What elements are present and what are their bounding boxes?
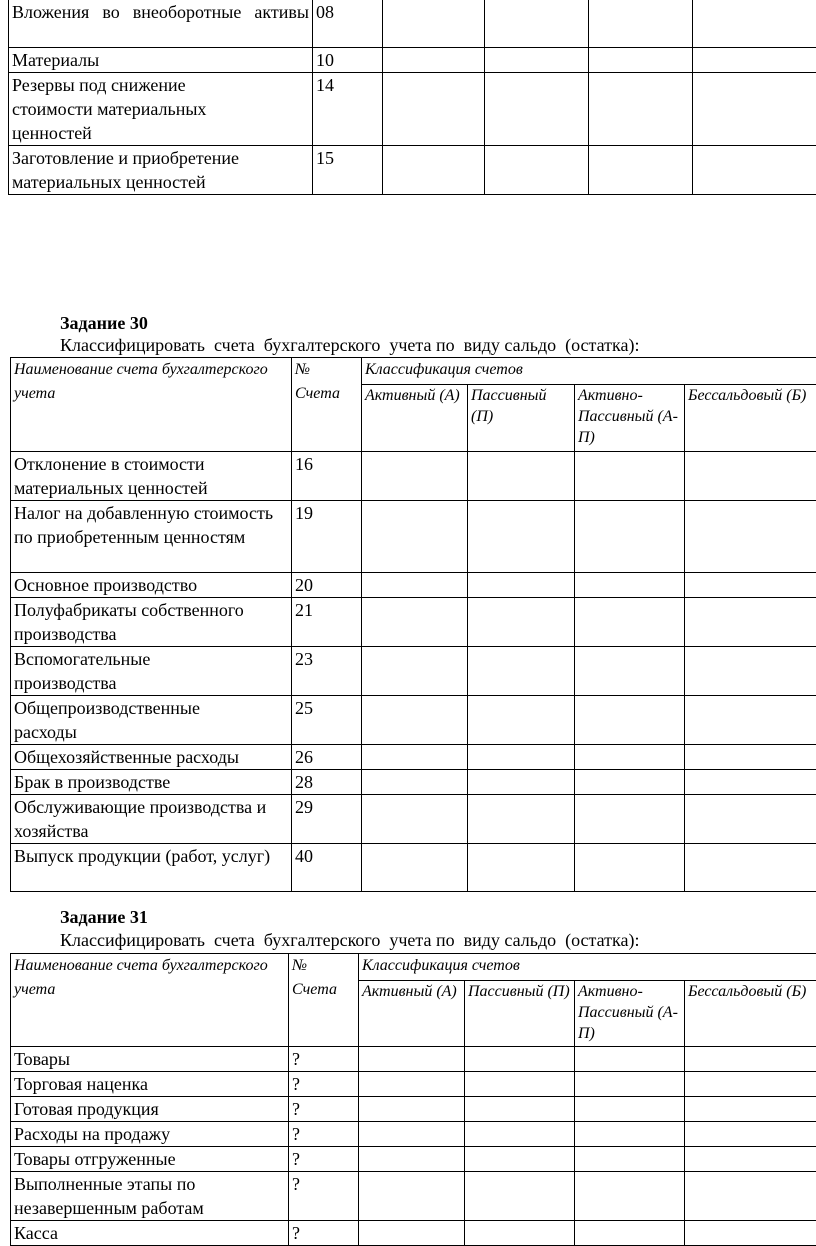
account-code-cell: 16 [292, 452, 362, 501]
table-row [11, 745, 816, 770]
account-name-cell: Общепроизводственные расходы [11, 696, 292, 745]
account-name-cell: Обслуживающие производства и хозяйства [11, 795, 292, 844]
account-code-cell: 26 [292, 745, 362, 770]
account-code-cell: ? [289, 1072, 359, 1097]
task-30-table [10, 357, 816, 892]
account-name-cell: Заготовление и приобретение материальных ценностей [9, 146, 313, 195]
account-code-cell: 19 [292, 501, 362, 573]
header-passive: Пассивный (П) [468, 385, 575, 452]
table-row [11, 844, 816, 892]
table-row [11, 795, 816, 844]
table-row [11, 501, 816, 573]
table-row [9, 73, 816, 146]
account-code-cell: 15 [313, 146, 383, 195]
account-name-cell: Выполненные этапы по незавершенным работам [11, 1172, 289, 1221]
account-name-cell: Основное производство [11, 573, 292, 598]
header-account-name: Наименование счета бухгалтерского учета [11, 954, 289, 1047]
table-row [11, 1072, 816, 1097]
account-name-cell: Товары [11, 1047, 289, 1072]
account-code-cell: ? [289, 1097, 359, 1122]
account-name-cell: Налог на добавленную стоимость по приобретенным ценностям [11, 501, 292, 573]
account-code-cell: 25 [292, 696, 362, 745]
header-account-number: № Счета [292, 358, 362, 452]
account-code-cell: ? [289, 1122, 359, 1147]
account-code-cell: 14 [313, 73, 383, 146]
table-header-row [11, 358, 816, 385]
account-code-cell: 28 [292, 770, 362, 795]
account-name-cell: Выпуск продукции (работ, услуг) [11, 844, 292, 892]
account-code-cell: ? [289, 1172, 359, 1221]
header-no-balance: Бессальдовый (Б) [685, 981, 816, 1047]
header-classification: Классификация счетов [362, 358, 816, 385]
account-name-cell: Материалы [9, 48, 313, 73]
table-row [11, 452, 816, 501]
account-name-cell: Общехозяйственные расходы [11, 745, 292, 770]
table-row [11, 770, 816, 795]
header-no-balance: Бессальдовый (Б) [685, 385, 816, 452]
table-row [11, 573, 816, 598]
table-row [11, 1047, 816, 1072]
account-name-cell: Отклонение в стоимости материальных ценностей [11, 452, 292, 501]
account-code-cell: 21 [292, 598, 362, 647]
account-name-cell: Готовая продукция [11, 1097, 289, 1122]
header-classification: Классификация счетов [359, 954, 816, 981]
account-name-cell: Полуфабрикаты собственного производства [11, 598, 292, 647]
account-name-cell: Товары отгруженные [11, 1147, 289, 1172]
header-account-name: Наименование счета бухгалтерского учета [11, 358, 292, 452]
account-code-cell: ? [289, 1221, 359, 1246]
table-row [11, 1097, 816, 1122]
account-code-cell: 20 [292, 573, 362, 598]
account-code-cell: ? [289, 1147, 359, 1172]
account-name-cell: Торговая наценка [11, 1072, 289, 1097]
account-code-cell: 23 [292, 647, 362, 696]
task-31-title: Задание 31 [60, 906, 148, 928]
account-name-cell: Вложения во внеоборотные активы [9, 0, 313, 48]
table-row [9, 0, 816, 48]
task-30-title: Задание 30 [60, 312, 148, 334]
account-code-cell: 08 [313, 0, 383, 48]
task-31-table [10, 953, 816, 1246]
task-31-description: Классифицировать счета бухгалтерского учета по виду сальдо (остатка): [60, 929, 639, 951]
task-30-description: Классифицировать счета бухгалтерского учета по виду сальдо (остатка): [60, 334, 639, 356]
table-row [11, 696, 816, 745]
account-name-cell: Вспомогательные производства [11, 647, 292, 696]
account-name-cell: Резервы под снижение стоимости материальных ценностей [9, 73, 313, 146]
header-active: Активный (А) [362, 385, 468, 452]
table-header-row [11, 954, 816, 981]
account-code-cell: 40 [292, 844, 362, 892]
header-active: Активный (А) [359, 981, 465, 1047]
account-code-cell: 10 [313, 48, 383, 73]
table-row [11, 1122, 816, 1147]
table-row [11, 1147, 816, 1172]
table-row [9, 146, 816, 195]
table-row [11, 1172, 816, 1221]
header-passive: Пассивный (П) [465, 981, 575, 1047]
header-account-number: № Счета [289, 954, 359, 1047]
header-active-passive: Активно-Пассивный (А-П) [575, 385, 685, 452]
table-row [11, 1221, 816, 1246]
table-row [11, 647, 816, 696]
top-accounts-table [8, 0, 816, 195]
table-row [9, 48, 816, 73]
header-active-passive: Активно-Пассивный (А-П) [575, 981, 685, 1047]
account-code-cell: 29 [292, 795, 362, 844]
account-code-cell: ? [289, 1047, 359, 1072]
account-name-cell: Касса [11, 1221, 289, 1246]
account-name-cell: Расходы на продажу [11, 1122, 289, 1147]
account-name-cell: Брак в производстве [11, 770, 292, 795]
table-row [11, 598, 816, 647]
